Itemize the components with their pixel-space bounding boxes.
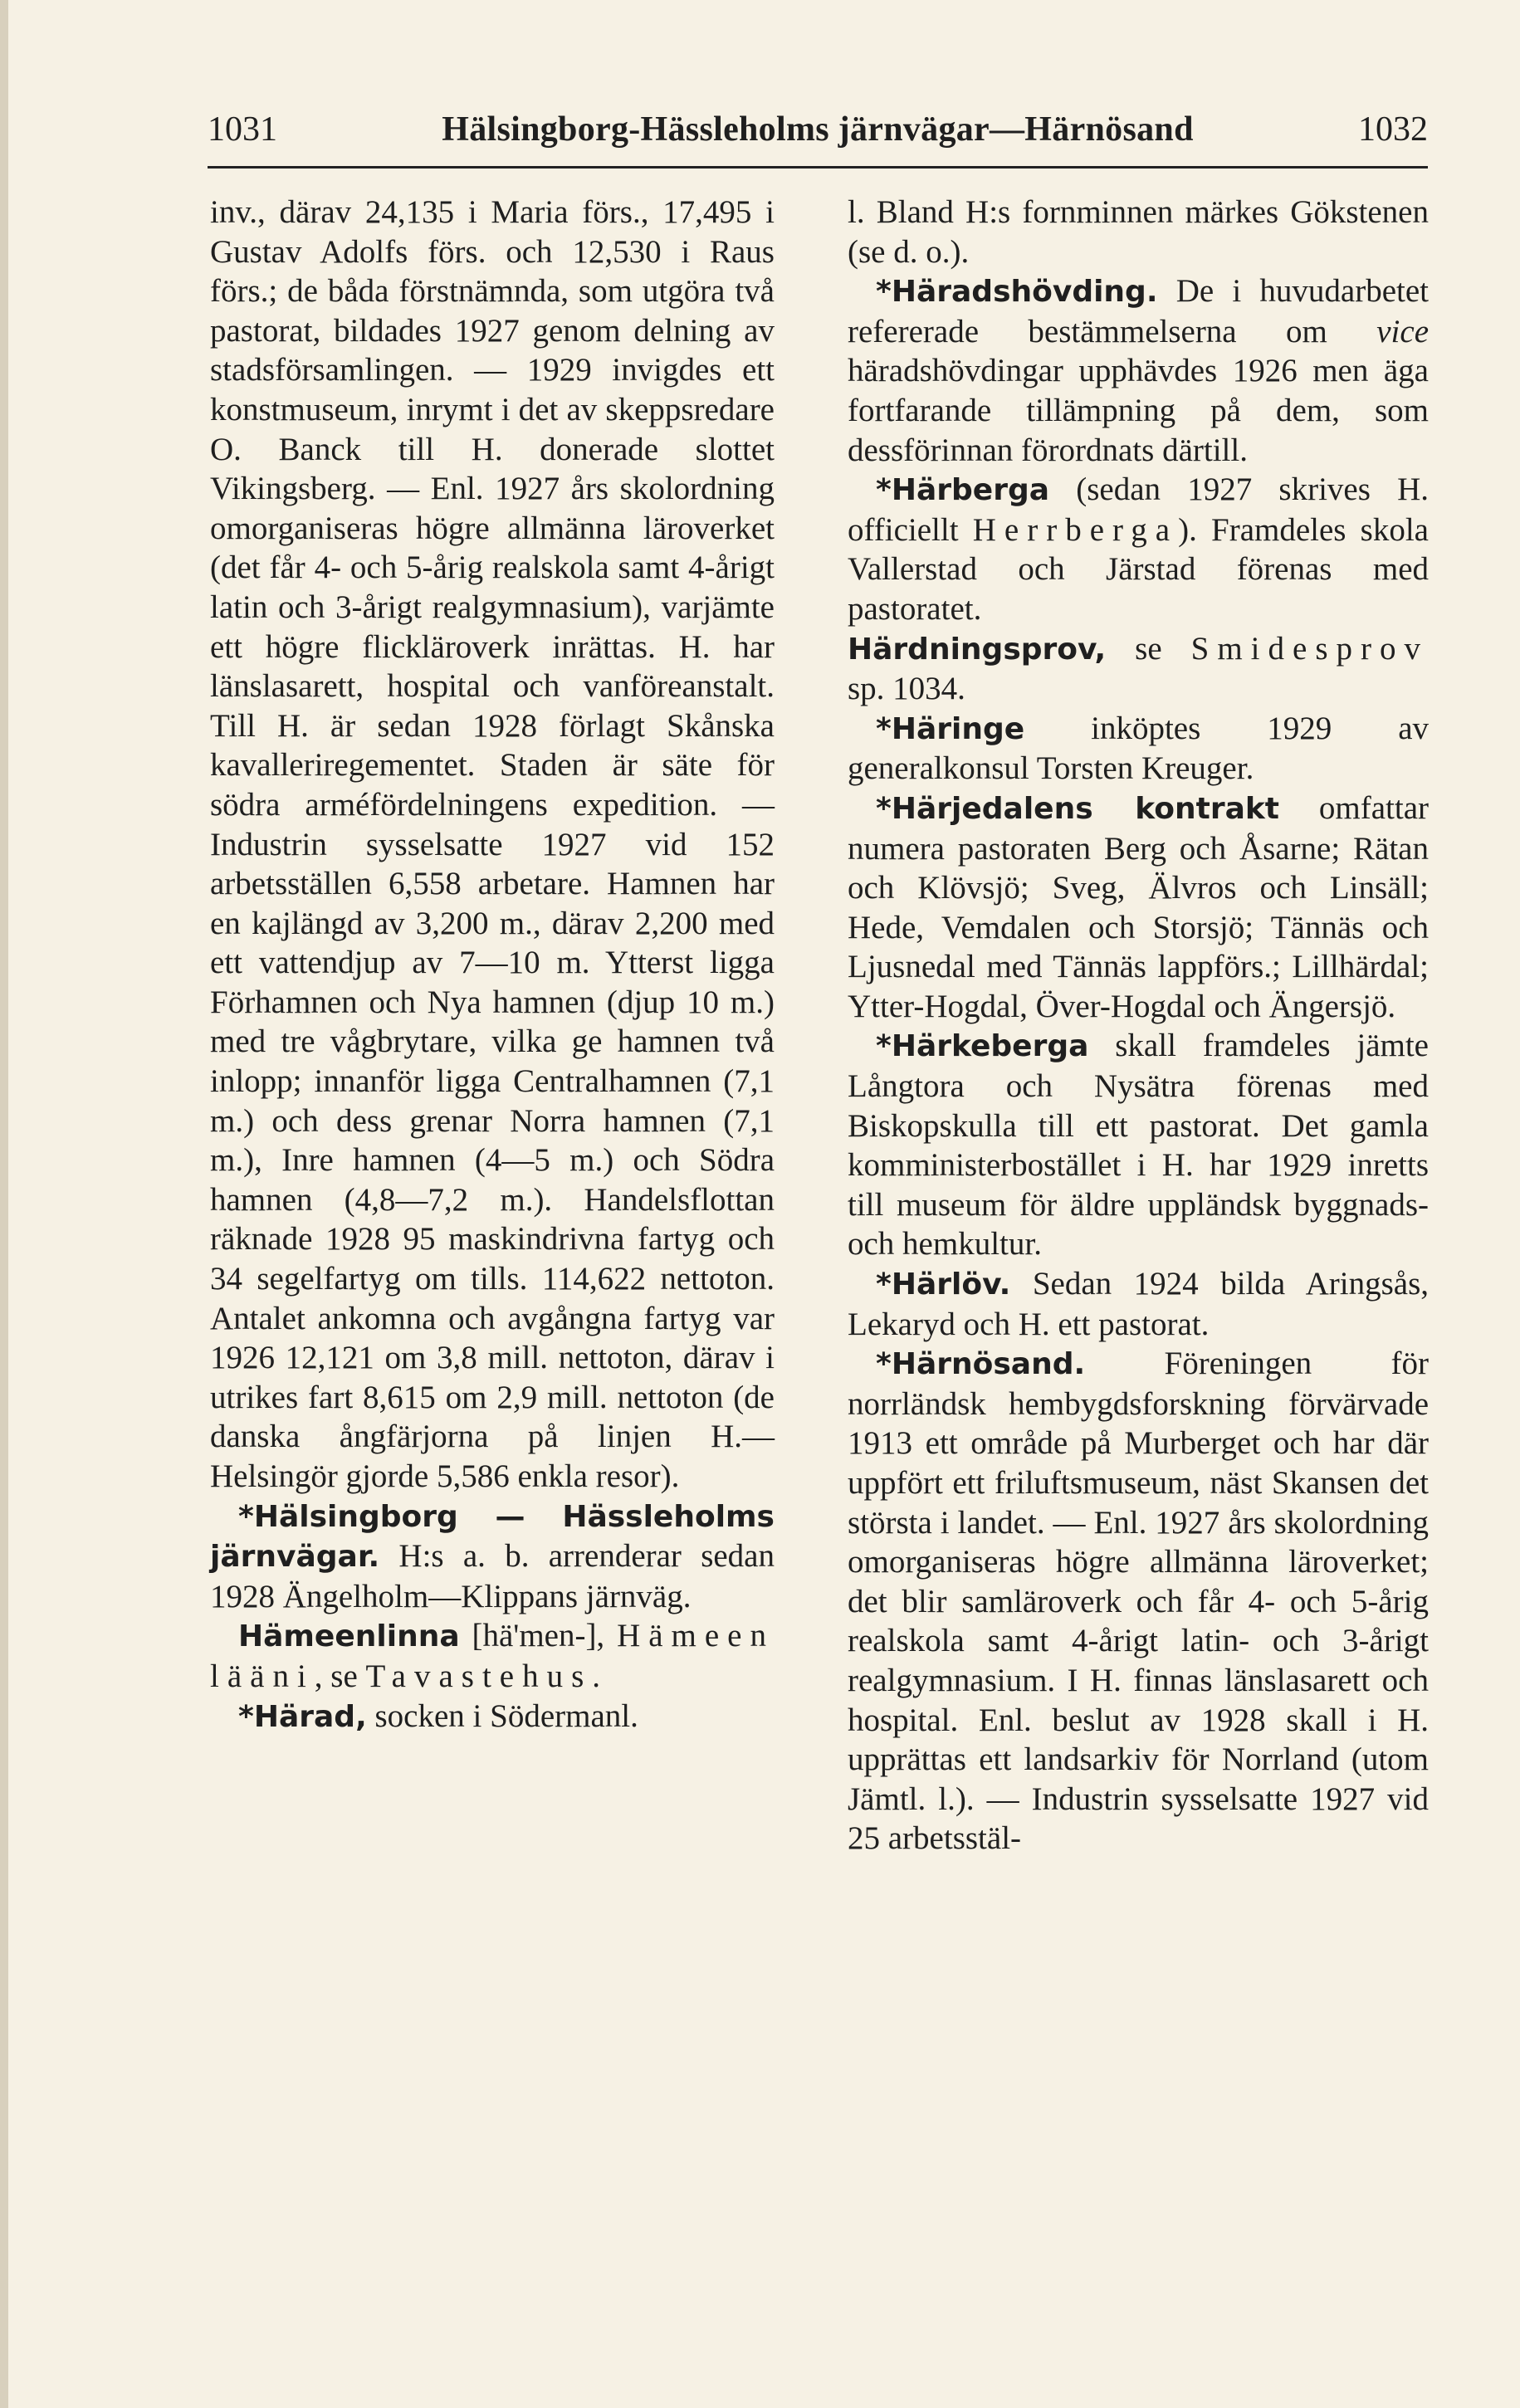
headword: Härdningsprov, [848, 632, 1107, 667]
entry-haringe: *Häringe inköptes 1929 av generalkonsul Torsten Kreuger. [848, 710, 1429, 787]
entry-harkeberga: *Härkeberga skall framdeles jämte Långtora och Nysätra förenas med Biskopskulla till ett pastorat. Det gamla komministerbostället i H. har 1929 inretts till museum för äldre uppländsk byggnads- och hemkultur. [848, 1028, 1429, 1263]
entry-continuation: inv., därav 24,135 i Maria förs., 17,495 i Gustav Adolfs förs. och 12,530 i Raus förs.; de båda förstnämnda, som utgöra två pastorat, bildades 1927 genom delning av stadsförsamlingen. — 1929 invigdes ett konstmuseum, inrymt i det av skeppsredare O. Banck till H. donerade slottet Vikingsberg. — Enl. 1927 års skolordning omorganiseras högre allmänna läroverket (det får 4- och 5-årig realskola samt 4-årigt latin och 3-årigt realgymnasium), varjämte ett högre flickläroverk inrättas. H. har länslasarett, hospital och vanföreanstalt. Till H. är sedan 1928 förlagt Skånska kavalleriregementet. Staden är säte för södra arméfördelningens expedition. — Industrin sysselsatte 1927 vid 152 arbetsställen 6,558 arbetare. Hamnen har en kajlängd av 3,200 m., därav 2,200 med ett vattendjup av 7—10 m. Ytterst ligga Förhamnen och Nya hamnen (djup 10 m.) med tre vågbrytare, vilka ge hamnen två inlopp; innanför ligga Centralhamnen (7,1 m.) och dess grenar Norra hamnen (7,1 m.), Inre hamnen (4—5 m.) och Södra hamnen (4,8—7,2 m.). Handelsflottan räknade 1928 95 maskindrivna fartyg och 34 segelfartyg om tills. 114,622 nettoton. Antalet ankomna och avgångna fartyg var 1926 12,121 om 3,8 mill. nettoton, därav i utrikes fart 8,615 om 2,9 mill. nettoton (de danska ångfärjorna på linjen H.—Helsingör gjorde 5,586 enkla resor). [210, 194, 775, 1494]
headword: *Härad, [238, 1699, 367, 1734]
headword: Hämeenlinna [238, 1619, 460, 1654]
page-number-left: 1031 [208, 110, 277, 149]
entry-harnosand: *Härnösand. Föreningen för norrländsk hembygdsforskning förvärvade 1913 ett område på Murberget och har där uppfört ett friluftsmuseum, näst Skansen det största i landet. — Enl. 1927 års skolordning omorganiseras högre allmänna läroverket; det blir samläroverk och får 4- och 5-årig realskola samt 4-årigt latin- och 3-årigt realgymnasium. I H. finnas länslasarett och hospital. Enl. beslut av 1928 skall i H. upprättas ett landsarkiv för Norrland (utom Jämtl. l.). — Industrin sysselsatte 1927 vid 25 arbetsstäl- [848, 1346, 1429, 1857]
entry-harberga: *Härberga (sedan 1927 skrives H. officiellt Herrberga). Framdeles skola Vallerstad och Järstad förenas med pastoratet. [848, 471, 1429, 627]
headword: *Häradshövding. [876, 275, 1158, 310]
running-title: Hälsingborg-Hässleholms järnvägar—Härnösand [442, 110, 1194, 149]
entry-harad: *Härad, socken i Södermanl. [238, 1697, 638, 1734]
page-number-right: 1032 [1357, 110, 1428, 149]
headword: *Härjedalens kontrakt [876, 791, 1280, 826]
entry-halsingborg-hassleholms: *Hälsingborg — Hässleholms järnvägar. H:s a. b. arrenderar sedan 1928 Ängelholm—Klippans järnväg. [210, 1499, 775, 1614]
right-column [848, 193, 1429, 1859]
entry-hardningsprov: Härdningsprov, se Smidesprov sp. 1034. [848, 630, 1429, 707]
headword: *Härlöv. [876, 1267, 1011, 1302]
page-header [208, 110, 1428, 159]
left-column [210, 193, 775, 1736]
page-gutter [0, 0, 8, 2408]
entry-continuation: l. Bland H:s fornminnen märkes Gökstenen (se d. o.). [848, 194, 1429, 270]
header-rule [208, 166, 1428, 169]
entry-hameenlinna: Hämeenlinna [hä'men-], Hämeen lääni, se Tavastehus. [210, 1618, 775, 1694]
headword: *Häringe [876, 711, 1025, 746]
entry-haradshovding: *Häradshövding. De i huvudarbetet refererade bestämmelserna om vice häradshövdingar upphävdes 1926 men äga fortfarande tillämpning på dem, som dessförinnan förordnats därtill. [848, 273, 1429, 468]
headword: *Härnösand. [876, 1347, 1086, 1382]
entry-harjedalens-kontrakt: *Härjedalens kontrakt omfattar numera pastoraten Berg och Åsarne; Rätan och Klövsjö; Sveg, Älvros och Linsäll; Hede, Vemdalen och Storsjö; Tännäs och Ljusnedal med Tännäs lappförs.; Lillhärdal; Ytter-Hogdal, Över-Hogdal och Ängersjö. [848, 789, 1429, 1024]
headword: *Härberga [876, 473, 1050, 508]
headword: *Härkeberga [876, 1029, 1089, 1064]
entry-harlov: *Härlöv. Sedan 1924 bilda Aringsås, Lekaryd och H. ett pastorat. [848, 1266, 1429, 1342]
headword: *Hälsingborg — Hässleholms järnvägar. [210, 1499, 775, 1575]
